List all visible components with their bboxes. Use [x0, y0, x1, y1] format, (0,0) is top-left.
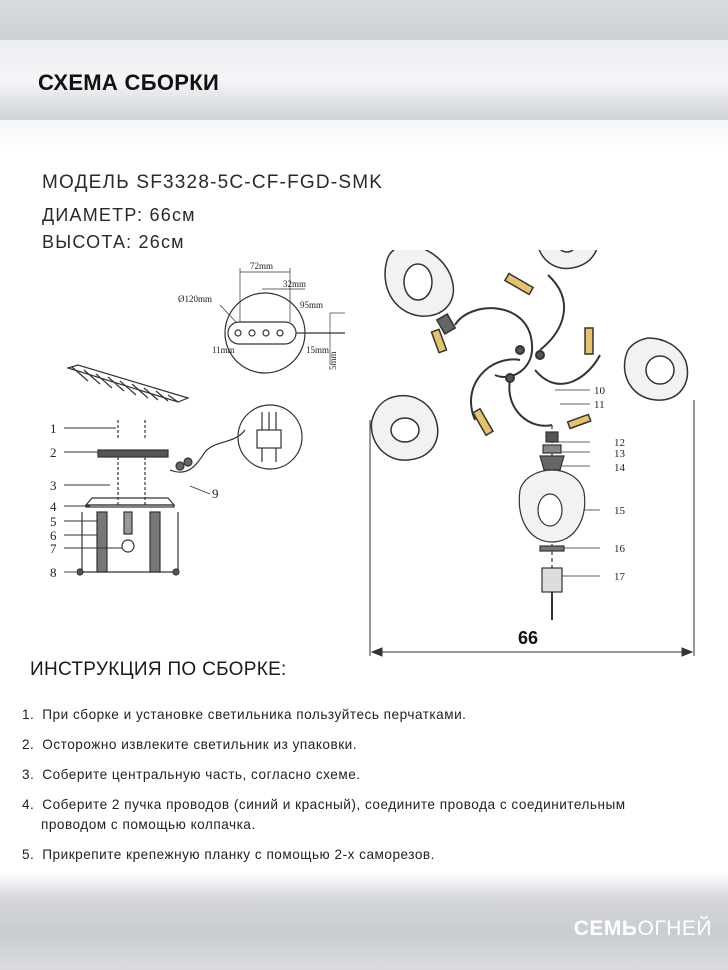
- callout-3: 3: [50, 478, 57, 493]
- instruction-step-1: 1. При сборке и установке светильника пользуйтесь перчатками.: [22, 707, 467, 722]
- callout-11: 11: [594, 399, 605, 411]
- instruction-step-5: 5. Прикрепите крепежную планку с помощью 2-х саморезов.: [22, 847, 435, 862]
- callout-17: 17: [614, 571, 625, 583]
- chandelier-frame: [455, 275, 600, 426]
- height-spec: ВЫСОТА: 26см: [42, 232, 185, 252]
- page-title: СХЕМА СБОРКИ: [38, 70, 220, 95]
- callout-9: 9: [212, 486, 219, 501]
- callout-8: 8: [50, 565, 57, 580]
- assembly-diagram: [0, 250, 728, 670]
- callout-14: 14: [614, 462, 625, 474]
- instructions-title: ИНСТРУКЦИЯ ПО СБОРКЕ:: [30, 659, 287, 680]
- instruction-step-4: 4. Соберите 2 пучка проводов (синий и красный), соедините провода с соединительным проводом с помощью колпачка.: [22, 797, 626, 832]
- diameter-spec: ДИАМЕТР: 66см: [42, 205, 196, 225]
- dim-32: 32mm: [283, 279, 307, 289]
- callout-12: 12: [614, 437, 625, 449]
- instruction-step-2: 2. Осторожно извлеките светильник из упаковки.: [22, 737, 358, 752]
- overall-width-label: 66: [518, 628, 539, 648]
- callout-15: 15: [614, 505, 625, 517]
- ceiling-hatch: [68, 365, 188, 402]
- socket-explode: [519, 390, 600, 620]
- dim-5: 5mm: [328, 351, 338, 370]
- callout-5: 5: [50, 514, 57, 529]
- callout-6: 6: [50, 528, 57, 543]
- dim-95: 95mm: [300, 300, 324, 310]
- callout-4: 4: [50, 499, 57, 514]
- model-spec: МОДЕЛЬ SF3328-5C-CF-FGD-SMK: [42, 172, 384, 193]
- callout-7: 7: [50, 541, 57, 556]
- brand-logo: СЕМЬОГНЕЙ: [573, 917, 712, 940]
- terminal-detail: [205, 405, 302, 469]
- callout-16: 16: [614, 543, 625, 555]
- callout-1: 1: [50, 421, 57, 436]
- mounting-parts: [77, 420, 205, 575]
- glass-shades: [371, 250, 687, 460]
- dim-120: Ø120mm: [178, 294, 213, 304]
- dim-15: 15mm: [306, 345, 330, 355]
- dim-11: 11mm: [212, 345, 235, 355]
- instruction-step-3: 3. Соберите центральную часть, согласно схеме.: [22, 767, 361, 782]
- callout-2: 2: [50, 445, 57, 460]
- callout-10: 10: [594, 385, 605, 397]
- dim-72: 72mm: [250, 261, 274, 271]
- callout-13: 13: [614, 448, 625, 460]
